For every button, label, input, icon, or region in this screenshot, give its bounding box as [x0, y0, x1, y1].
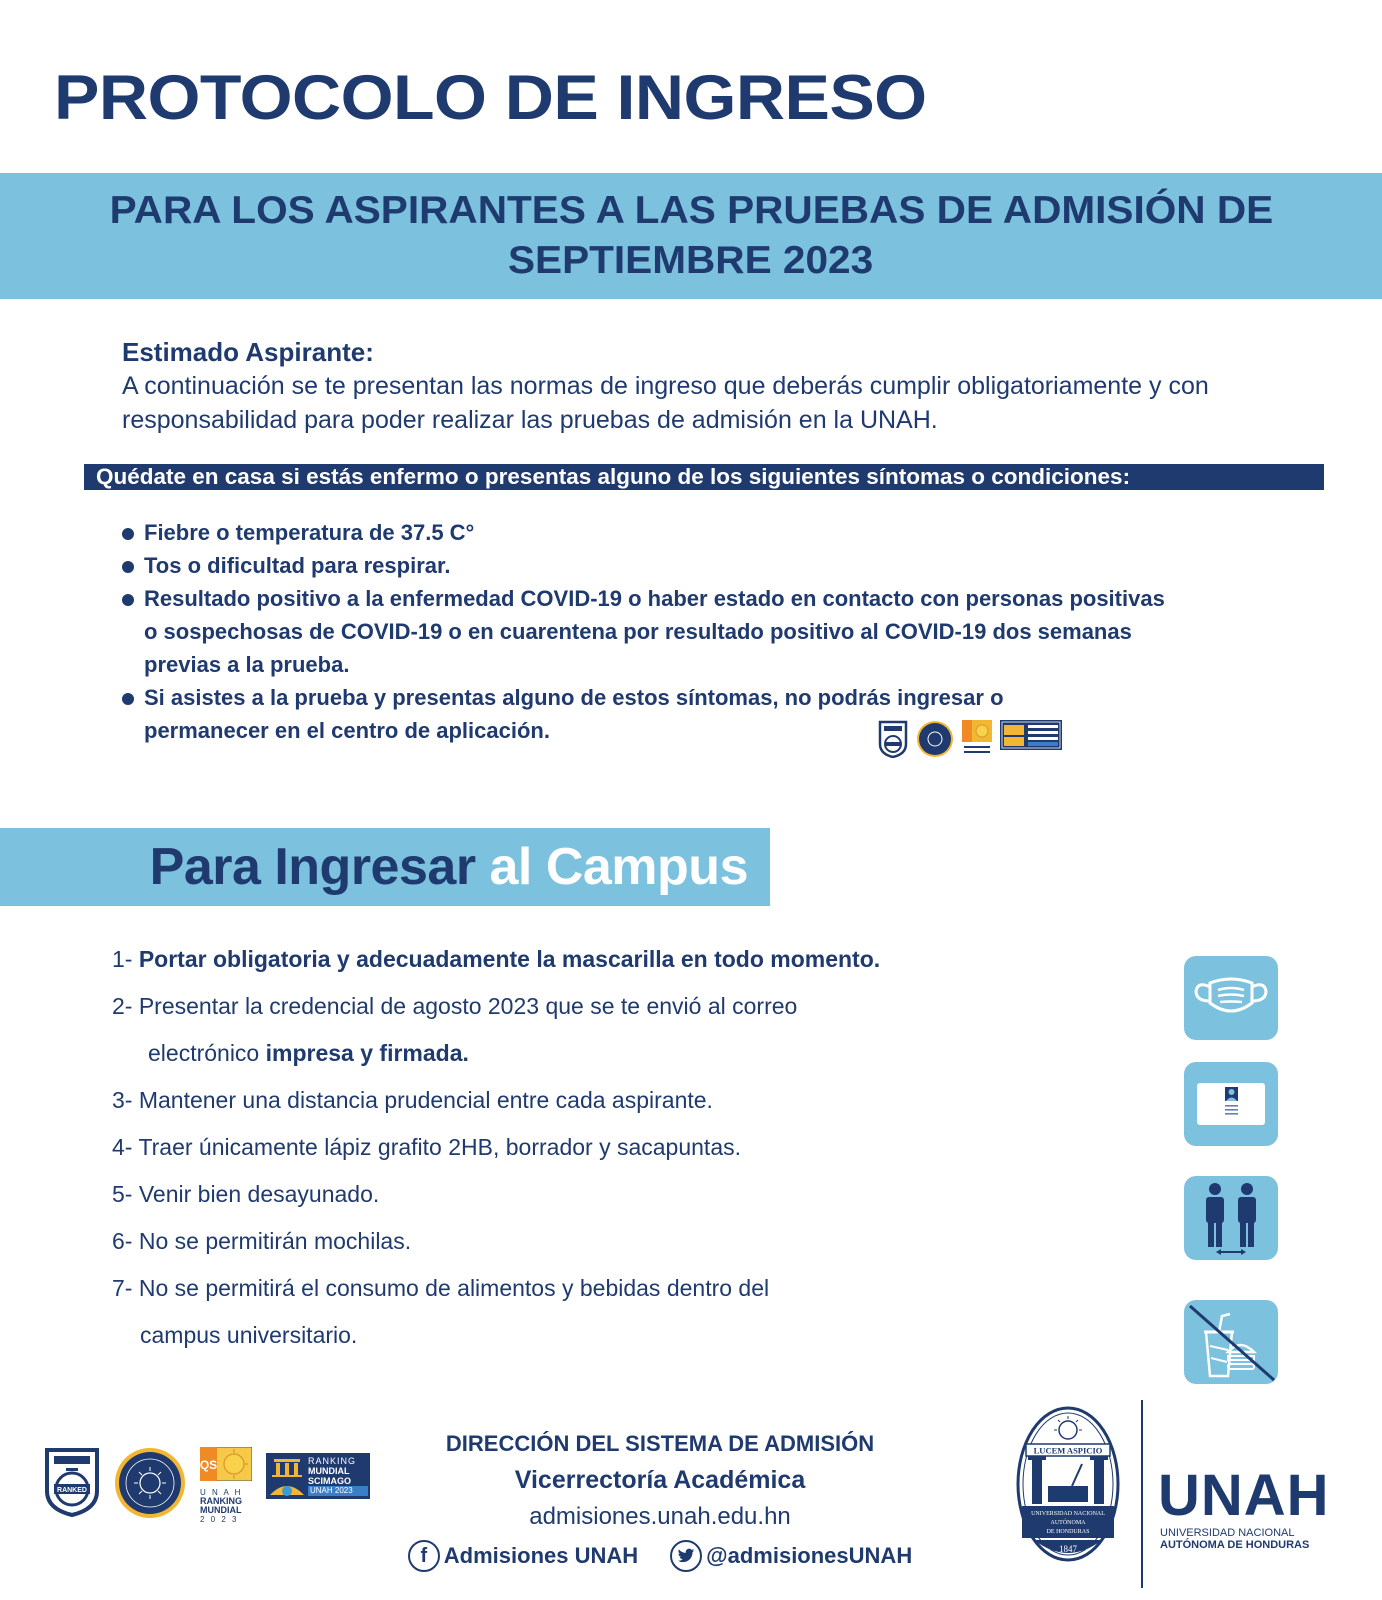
- rule-item: 4- Traer únicamente lápiz grafito 2HB, borrador y sacapuntas.: [112, 1134, 741, 1160]
- svg-text:1847: 1847: [1059, 1544, 1077, 1554]
- campus-heading-dark: Para Ingresar: [149, 838, 476, 896]
- id-card-icon: [1196, 1082, 1266, 1126]
- twitter-link[interactable]: @admisionesUNAH: [670, 1540, 912, 1572]
- qs-ranking-badge: QS U N A H RANKING MUNDIAL 2 0 2 3: [200, 1447, 252, 1524]
- ranked-shield-icon: [44, 1447, 100, 1517]
- rule-item: 5- Venir bien desayunado.: [112, 1181, 380, 1207]
- bullet-icon: [122, 561, 134, 573]
- no-food-drink-tile: [1184, 1300, 1278, 1384]
- svg-text:QS: QS: [200, 1458, 218, 1472]
- subtitle-banner: [0, 173, 1382, 299]
- symptom-item: Fiebre o temperatura de 37.5 C°: [122, 516, 1202, 549]
- subtitle-line-2: SEPTIEMBRE 2023: [508, 239, 874, 282]
- svg-text:AUTÓNOMA: AUTÓNOMA: [1050, 1520, 1086, 1526]
- ranked-shield-icon: [878, 720, 908, 758]
- accreditation-seal-icon: [114, 1447, 186, 1519]
- social-distance-icon: [1196, 1179, 1266, 1257]
- campus-rules-list: [112, 936, 1012, 1359]
- rule-item: 7- No se permitirá el consumo de alimentos y bebidas dentro del campus universitario.: [112, 1275, 770, 1348]
- campus-section-banner: [0, 828, 770, 906]
- rule-item: 1- Portar obligatoria y adecuadamente la mascarilla en todo momento.: [112, 946, 881, 972]
- social-links: [400, 1540, 920, 1572]
- accreditation-seal-icon: [916, 720, 954, 758]
- footer-divider: [1141, 1400, 1143, 1588]
- stay-home-heading: Quédate en casa si estás enfermo o presentas alguno de los siguientes síntomas o condiciones:: [84, 464, 1324, 490]
- ranking-logos-footer: [44, 1447, 370, 1524]
- direction-name: DIRECCIÓN DEL SISTEMA DE ADMISIÓN: [445, 1431, 875, 1456]
- svg-text:UNIVERSIDAD NACIONAL: UNIVERSIDAD NACIONAL: [1031, 1511, 1105, 1517]
- website-link[interactable]: admisiones.unah.edu.hn: [529, 1503, 791, 1530]
- symptom-item: Resultado positivo a la enfermedad COVID-19 o haber estado en contacto con personas positivas o sospechosas de COVID-19 o en cuarentena por resultado positivo al COVID-19 dos semanas previas a la prueba.: [122, 582, 1182, 681]
- facebook-link[interactable]: f Admisiones UNAH: [408, 1540, 638, 1572]
- bullet-icon: [122, 594, 134, 606]
- footer-contact: [400, 1426, 920, 1572]
- unah-seal-icon: [1016, 1406, 1120, 1562]
- facebook-icon: f: [408, 1540, 440, 1572]
- unah-subtitle-2: AUTÓNOMA DE HONDURAS: [1160, 1539, 1310, 1551]
- qs-sun-icon: [200, 1447, 252, 1481]
- unah-subtitle-1: UNIVERSIDAD NACIONAL: [1160, 1527, 1295, 1539]
- greeting-body: A continuación se te presentan las normas de ingreso que deberás cumplir obligatoriamente y con responsabilidad para poder realizar las pruebas de admisión en la UNAH.: [122, 372, 1209, 434]
- id-card-tile: [1184, 1062, 1278, 1146]
- scimago-columns-icon: [268, 1455, 306, 1497]
- svg-text:DE HONDURAS: DE HONDURAS: [1046, 1529, 1090, 1535]
- twitter-icon: [670, 1540, 702, 1572]
- no-food-drink-icon: [1186, 1302, 1276, 1382]
- svg-text:LUCEM ASPICIO: LUCEM ASPICIO: [1033, 1445, 1103, 1456]
- bullet-icon: [122, 528, 134, 540]
- campus-heading-light: al Campus: [489, 838, 748, 896]
- social-distance-tile: [1184, 1176, 1278, 1260]
- unah-wordmark: UNAH: [1158, 1463, 1330, 1528]
- symptoms-list: [122, 516, 1202, 747]
- rule-item: 2- Presentar la credencial de agosto 2023 que se te envió al correo electrónico impresa y firmada.: [112, 993, 798, 1066]
- bullet-icon: [122, 693, 134, 705]
- page-title: PROTOCOLO DE INGRESO: [54, 63, 927, 133]
- qs-ranking-icon: [962, 720, 992, 760]
- vice-rectory-name: Vicerrectoría Académica: [514, 1466, 806, 1494]
- symptom-item: Si asistes a la prueba y presentas alguno de estos síntomas, no podrás ingresar o permanecer en el centro de aplicación.: [122, 681, 1082, 747]
- subtitle-line-1: PARA LOS ASPIRANTES A LAS PRUEBAS DE ADMISIÓN DE: [109, 189, 1273, 232]
- svg-text:RANKED: RANKED: [57, 1487, 87, 1494]
- face-mask-icon: [1192, 973, 1270, 1023]
- face-mask-tile: [1184, 956, 1278, 1040]
- symptom-item: Tos o dificultad para respirar.: [122, 549, 1202, 582]
- greeting-block: [122, 335, 1362, 437]
- scimago-ranking-badge: RANKING MUNDIAL SCIMAGO UNAH 2023: [266, 1453, 370, 1499]
- rule-item: 3- Mantener una distancia prudencial entre cada aspirante.: [112, 1087, 713, 1113]
- scimago-ranking-icon: [1000, 720, 1062, 750]
- rule-item: 6- No se permitirán mochilas.: [112, 1228, 412, 1254]
- greeting-salute: Estimado Aspirante:: [122, 337, 374, 367]
- ranking-logos-small: [878, 720, 1062, 760]
